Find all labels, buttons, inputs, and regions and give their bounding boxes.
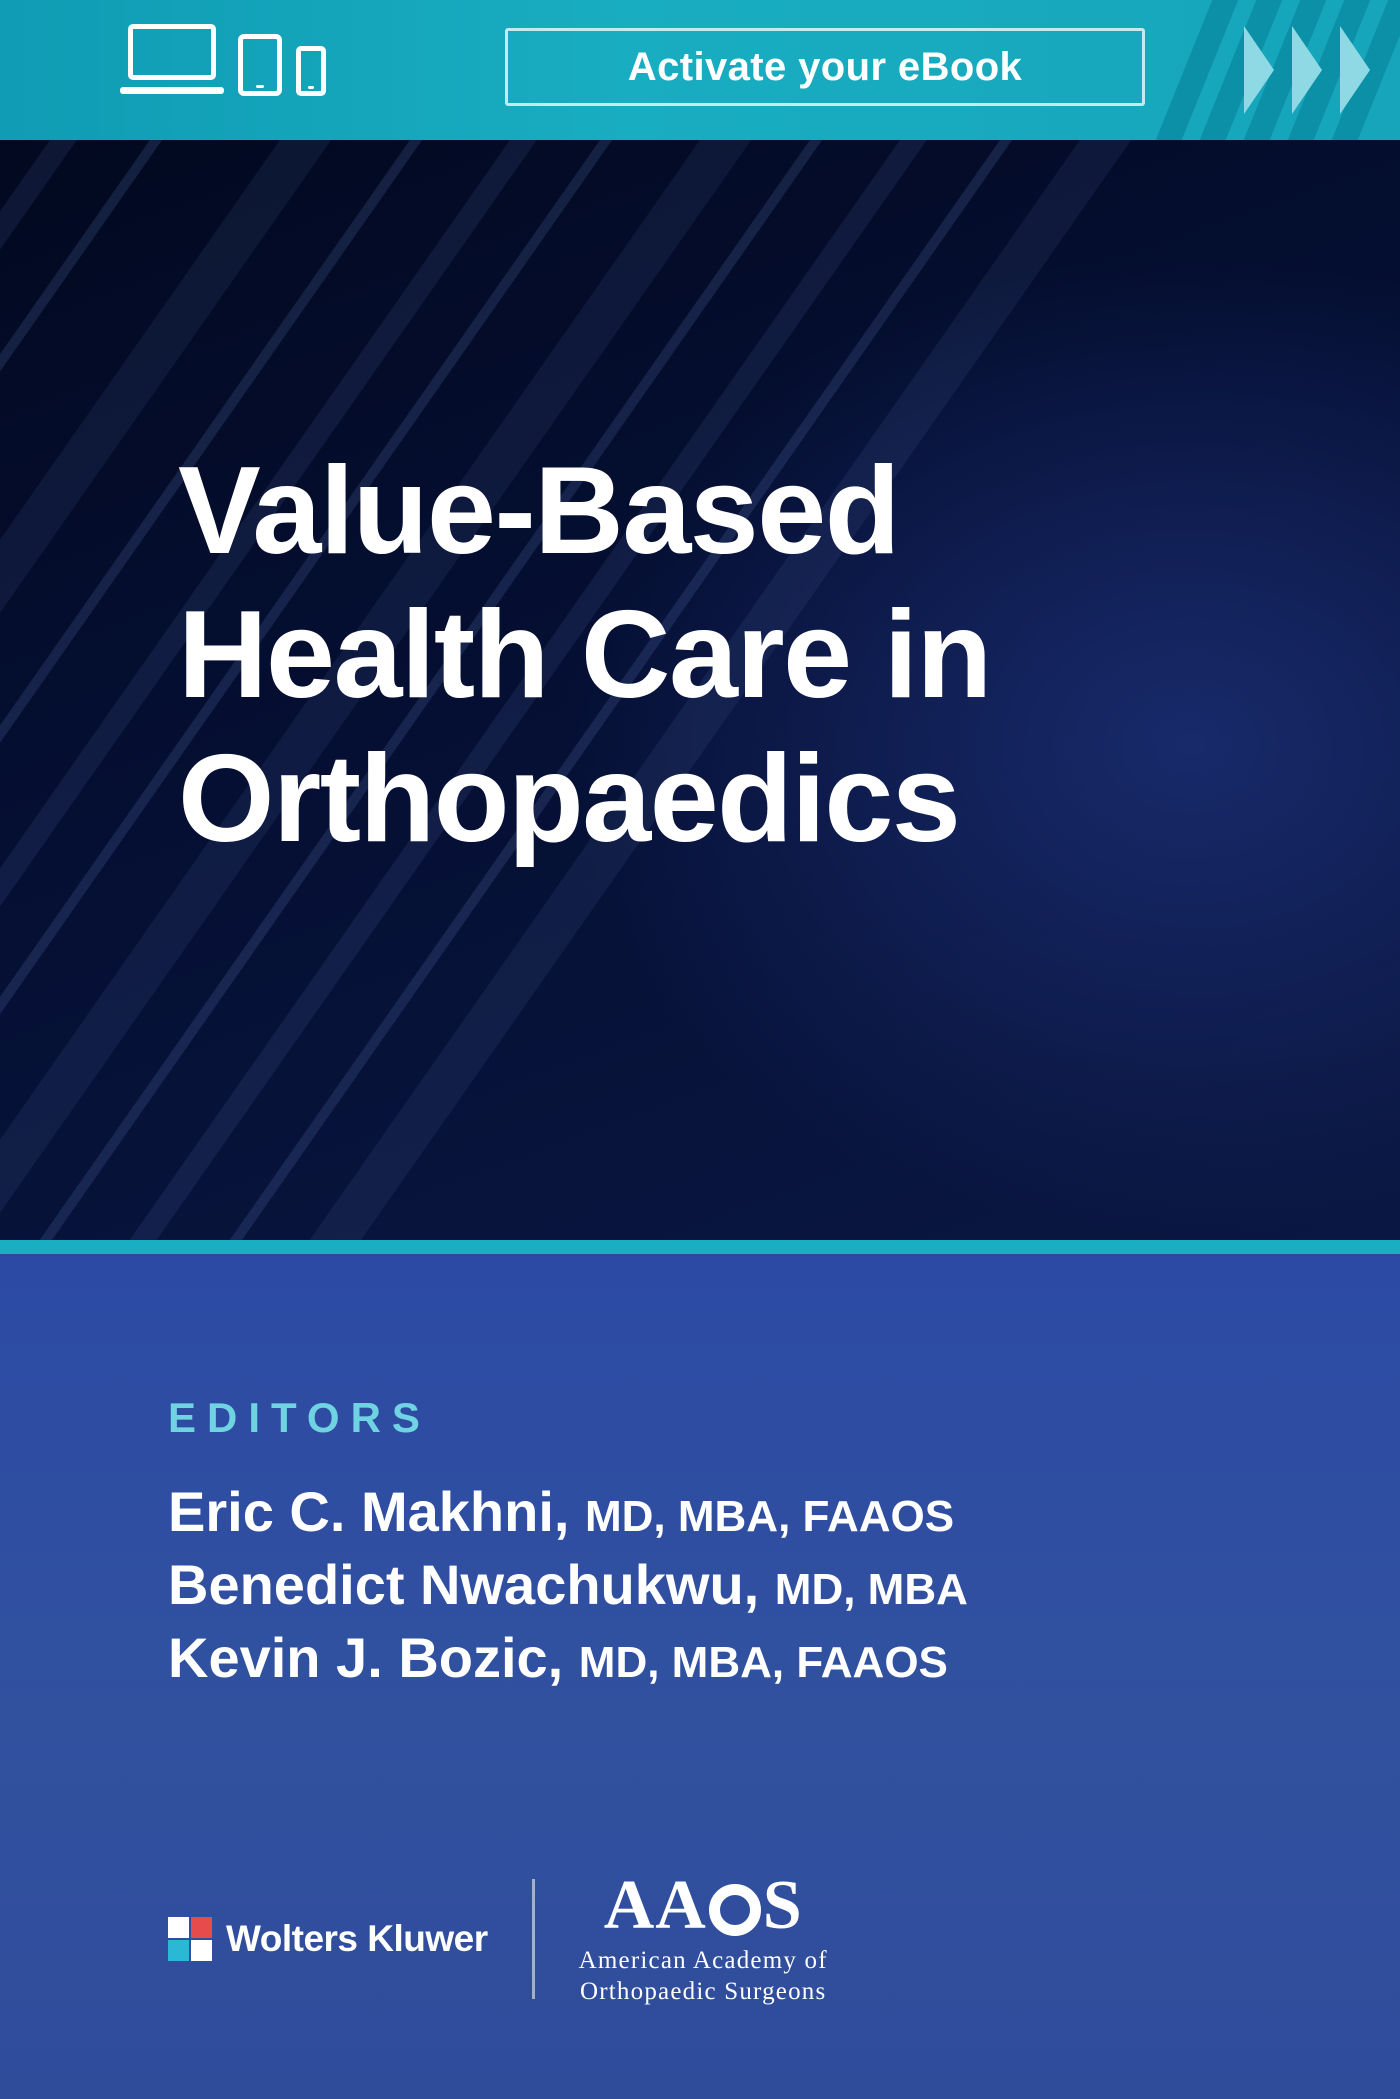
editor-name: Kevin J. Bozic,	[168, 1625, 564, 1689]
ebook-banner	[0, 0, 1400, 140]
device-icon-group	[120, 24, 326, 96]
activate-ebook-callout[interactable]	[505, 28, 1145, 106]
logo-row	[168, 1866, 828, 2008]
aaos-ring-icon	[709, 1884, 761, 1936]
list-item	[168, 1622, 1268, 1695]
editors-area	[0, 1254, 1400, 2099]
tablet-icon	[238, 34, 282, 96]
editors-heading: EDITORS	[168, 1394, 431, 1441]
chevron-right-icon	[1340, 26, 1370, 114]
teal-divider	[0, 1240, 1400, 1254]
wolters-kluwer-logo	[168, 1917, 488, 1961]
list-item	[168, 1476, 1268, 1549]
aaos-acronym-suffix: S	[762, 1866, 803, 1944]
title-area	[0, 140, 1400, 1240]
editor-name: Benedict Nwachukwu,	[168, 1552, 760, 1616]
book-title-line-3: Orthopaedics	[178, 729, 960, 868]
editor-list	[168, 1476, 1268, 1694]
laptop-icon	[120, 24, 224, 96]
aaos-acronym-prefix: AA	[603, 1866, 707, 1944]
phone-icon	[296, 46, 326, 96]
editor-name: Eric C. Makhni,	[168, 1480, 570, 1543]
editor-credentials: MD, MBA, FAAOS	[585, 1492, 955, 1541]
list-item	[168, 1549, 1268, 1622]
book-title-line-1: Value-Based	[178, 442, 899, 580]
aaos-logo	[578, 1866, 828, 2008]
editor-credentials: MD, MBA	[774, 1564, 968, 1614]
publisher-name: Wolters Kluwer	[226, 1917, 488, 1959]
society-name-line-2: Orthopaedic Surgeons	[580, 1977, 827, 2005]
logo-divider	[532, 1879, 535, 1999]
society-name-line-1: American Academy of	[578, 1946, 828, 1974]
chevron-right-icon	[1292, 26, 1322, 114]
wolters-kluwer-mark-icon	[168, 1917, 212, 1961]
chevron-right-icon	[1244, 26, 1274, 114]
editor-credentials: MD, MBA, FAAOS	[578, 1637, 948, 1687]
book-title-line-2: Health Care in	[178, 585, 991, 724]
book-title	[178, 440, 1298, 871]
activate-ebook-label: Activate your eBook	[627, 44, 1023, 89]
